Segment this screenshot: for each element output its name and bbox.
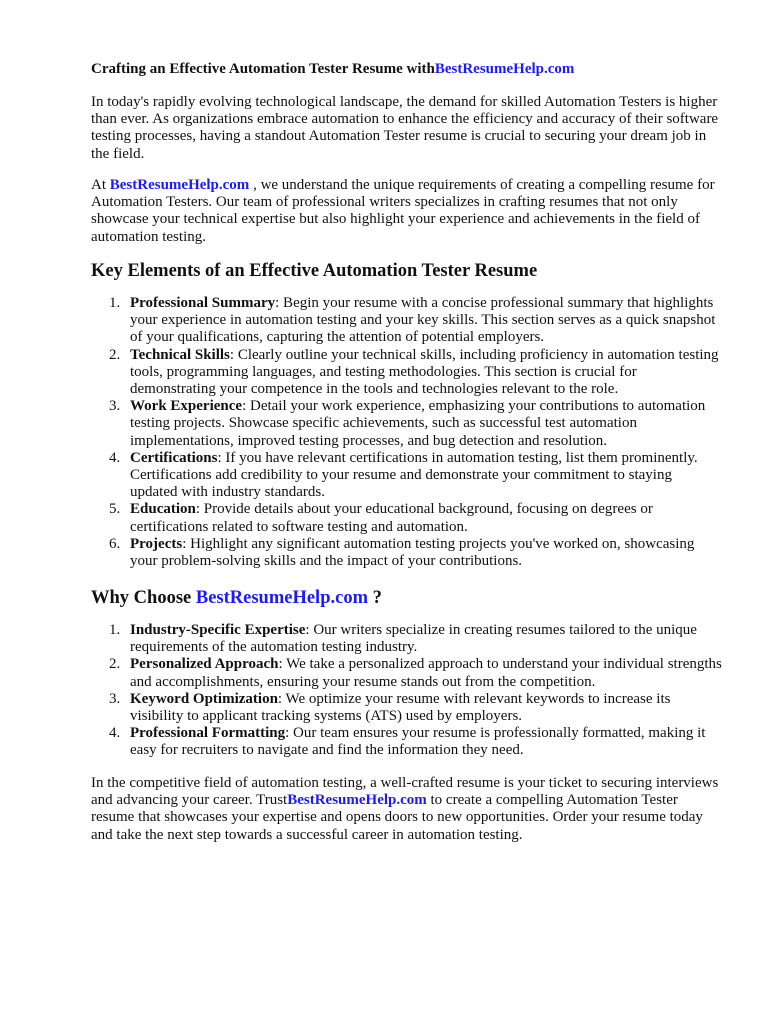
list-item-text: : Our team ensures your resume is professionally formatted, making it easy for recruiters to navigate and find the information they need. bbox=[130, 725, 706, 759]
title-text: Crafting an Effective Automation Tester Resume with bbox=[91, 61, 435, 77]
key-elements-list bbox=[91, 295, 723, 570]
list-number: 3. bbox=[109, 398, 121, 415]
why-choose-list bbox=[91, 622, 723, 760]
list-item-text: : Our writers specialize in creating resumes tailored to the unique requirements of the automation testing industry. bbox=[130, 622, 697, 656]
list-item-text: : Detail your work experience, emphasizing your contributions to automation testing projects. Showcase specific achievements, such as successful test automation implementations, improved testing processes, and bug detection and resolution. bbox=[130, 398, 706, 449]
document-title bbox=[91, 61, 723, 78]
list-number: 3. bbox=[109, 690, 121, 707]
list-item-term: Education bbox=[130, 501, 196, 518]
list-number: 5. bbox=[109, 501, 121, 518]
why-choose-text: Why Choose bbox=[91, 588, 196, 608]
closing-paragraph bbox=[91, 775, 723, 844]
intro-paragraph: In today's rapidly evolving technological landscape, the demand for skilled Automation Testers is higher than ever. As organizations embrace automation to enhance the efficiency and accuracy of their software testing processes, having a standout Automation Tester resume is crucial to securing your dream job in the field. bbox=[91, 94, 719, 162]
list-item bbox=[91, 450, 723, 502]
section-heading-why-choose bbox=[91, 587, 723, 609]
list-item-term: Professional Formatting bbox=[130, 725, 286, 742]
list-item-text: : Provide details about your educational background, focusing on degrees or certifications related to software testing and automation. bbox=[130, 501, 653, 535]
about-prefix: At bbox=[91, 177, 110, 193]
list-item bbox=[91, 501, 723, 535]
list-item-text: : Begin your resume with a concise professional summary that highlights your experience in automation testing and your key skills. This section serves as a quick snapshot of your qualifications, capturing the attention of potential employers. bbox=[130, 295, 716, 346]
closing-text: to create a compelling Automation Tester resume that showcases your expertise and opens doors to new opportunities. Order your resume today and take the next step towards a successful career in automation testing. bbox=[91, 792, 703, 843]
list-item bbox=[91, 691, 723, 725]
list-item-term: Certifications bbox=[130, 449, 218, 466]
closing-link[interactable]: BestResumeHelp.com bbox=[287, 792, 427, 809]
list-number: 2. bbox=[109, 346, 121, 363]
list-item-term: Work Experience bbox=[130, 398, 243, 415]
list-item-text: : Clearly outline your technical skills, including proficiency in automation testing tools, programming languages, and testing methodologies. This section is crucial for demonstrating your competence in the tools and technologies relevant to the role. bbox=[130, 346, 719, 398]
list-number: 6. bbox=[109, 535, 121, 552]
list-item-text: : We take a personalized approach to understand your individual strengths and accomplishments, ensuring your resume stands out from the competition. bbox=[130, 656, 722, 690]
list-number: 4. bbox=[109, 449, 121, 466]
list-item-term: Technical Skills bbox=[130, 346, 230, 363]
about-paragraph bbox=[91, 177, 723, 246]
list-item bbox=[91, 536, 723, 570]
list-item-term: Professional Summary bbox=[130, 295, 276, 311]
list-number: 4. bbox=[109, 725, 121, 742]
closing-prefix: In the competitive field of automation testing, a well-crafted resume is your ticket to securing interviews and advancing your career. Trust bbox=[91, 775, 719, 809]
list-item bbox=[91, 398, 723, 450]
title-link[interactable]: BestResumeHelp.com bbox=[434, 61, 575, 77]
why-choose-link[interactable]: BestResumeHelp.com bbox=[195, 588, 368, 608]
why-choose-suffix: ? bbox=[367, 588, 382, 608]
list-item bbox=[91, 656, 723, 690]
list-item-text: : If you have relevant certifications in automation testing, list them prominently. Certifications add credibility to your resume and demonstrate your commitment to staying updated with industry standards. bbox=[130, 449, 698, 501]
list-number: 2. bbox=[109, 656, 121, 673]
section-heading-key-elements: Key Elements of an Effective Automation Tester Resume bbox=[91, 261, 538, 281]
list-item bbox=[91, 622, 723, 656]
list-item bbox=[91, 295, 723, 347]
list-number: 1. bbox=[109, 622, 121, 638]
list-item-term: Industry-Specific Expertise bbox=[130, 622, 306, 638]
list-item-term: Personalized Approach bbox=[130, 656, 279, 673]
list-item-text: : We optimize your resume with relevant keywords to increase its visibility to applicant tracking systems (ATS) used by employers. bbox=[130, 690, 671, 725]
list-item bbox=[91, 725, 723, 759]
about-text: , we understand the unique requirements of creating a compelling resume for Automation Testers. Our team of professional writers specializes in crafting resumes that not only showcase your technical expertise but also highlight your experience and achievements in the field of automation testing. bbox=[91, 177, 715, 245]
about-link[interactable]: BestResumeHelp.com bbox=[109, 177, 250, 193]
list-number: 1. bbox=[109, 295, 121, 311]
list-item bbox=[91, 347, 723, 399]
list-item-term: Projects bbox=[130, 535, 183, 552]
list-item-term: Keyword Optimization bbox=[130, 690, 278, 707]
list-item-text: : Highlight any significant automation testing projects you've worked on, showcasing your problem-solving skills and the impact of your contributions. bbox=[130, 535, 695, 570]
